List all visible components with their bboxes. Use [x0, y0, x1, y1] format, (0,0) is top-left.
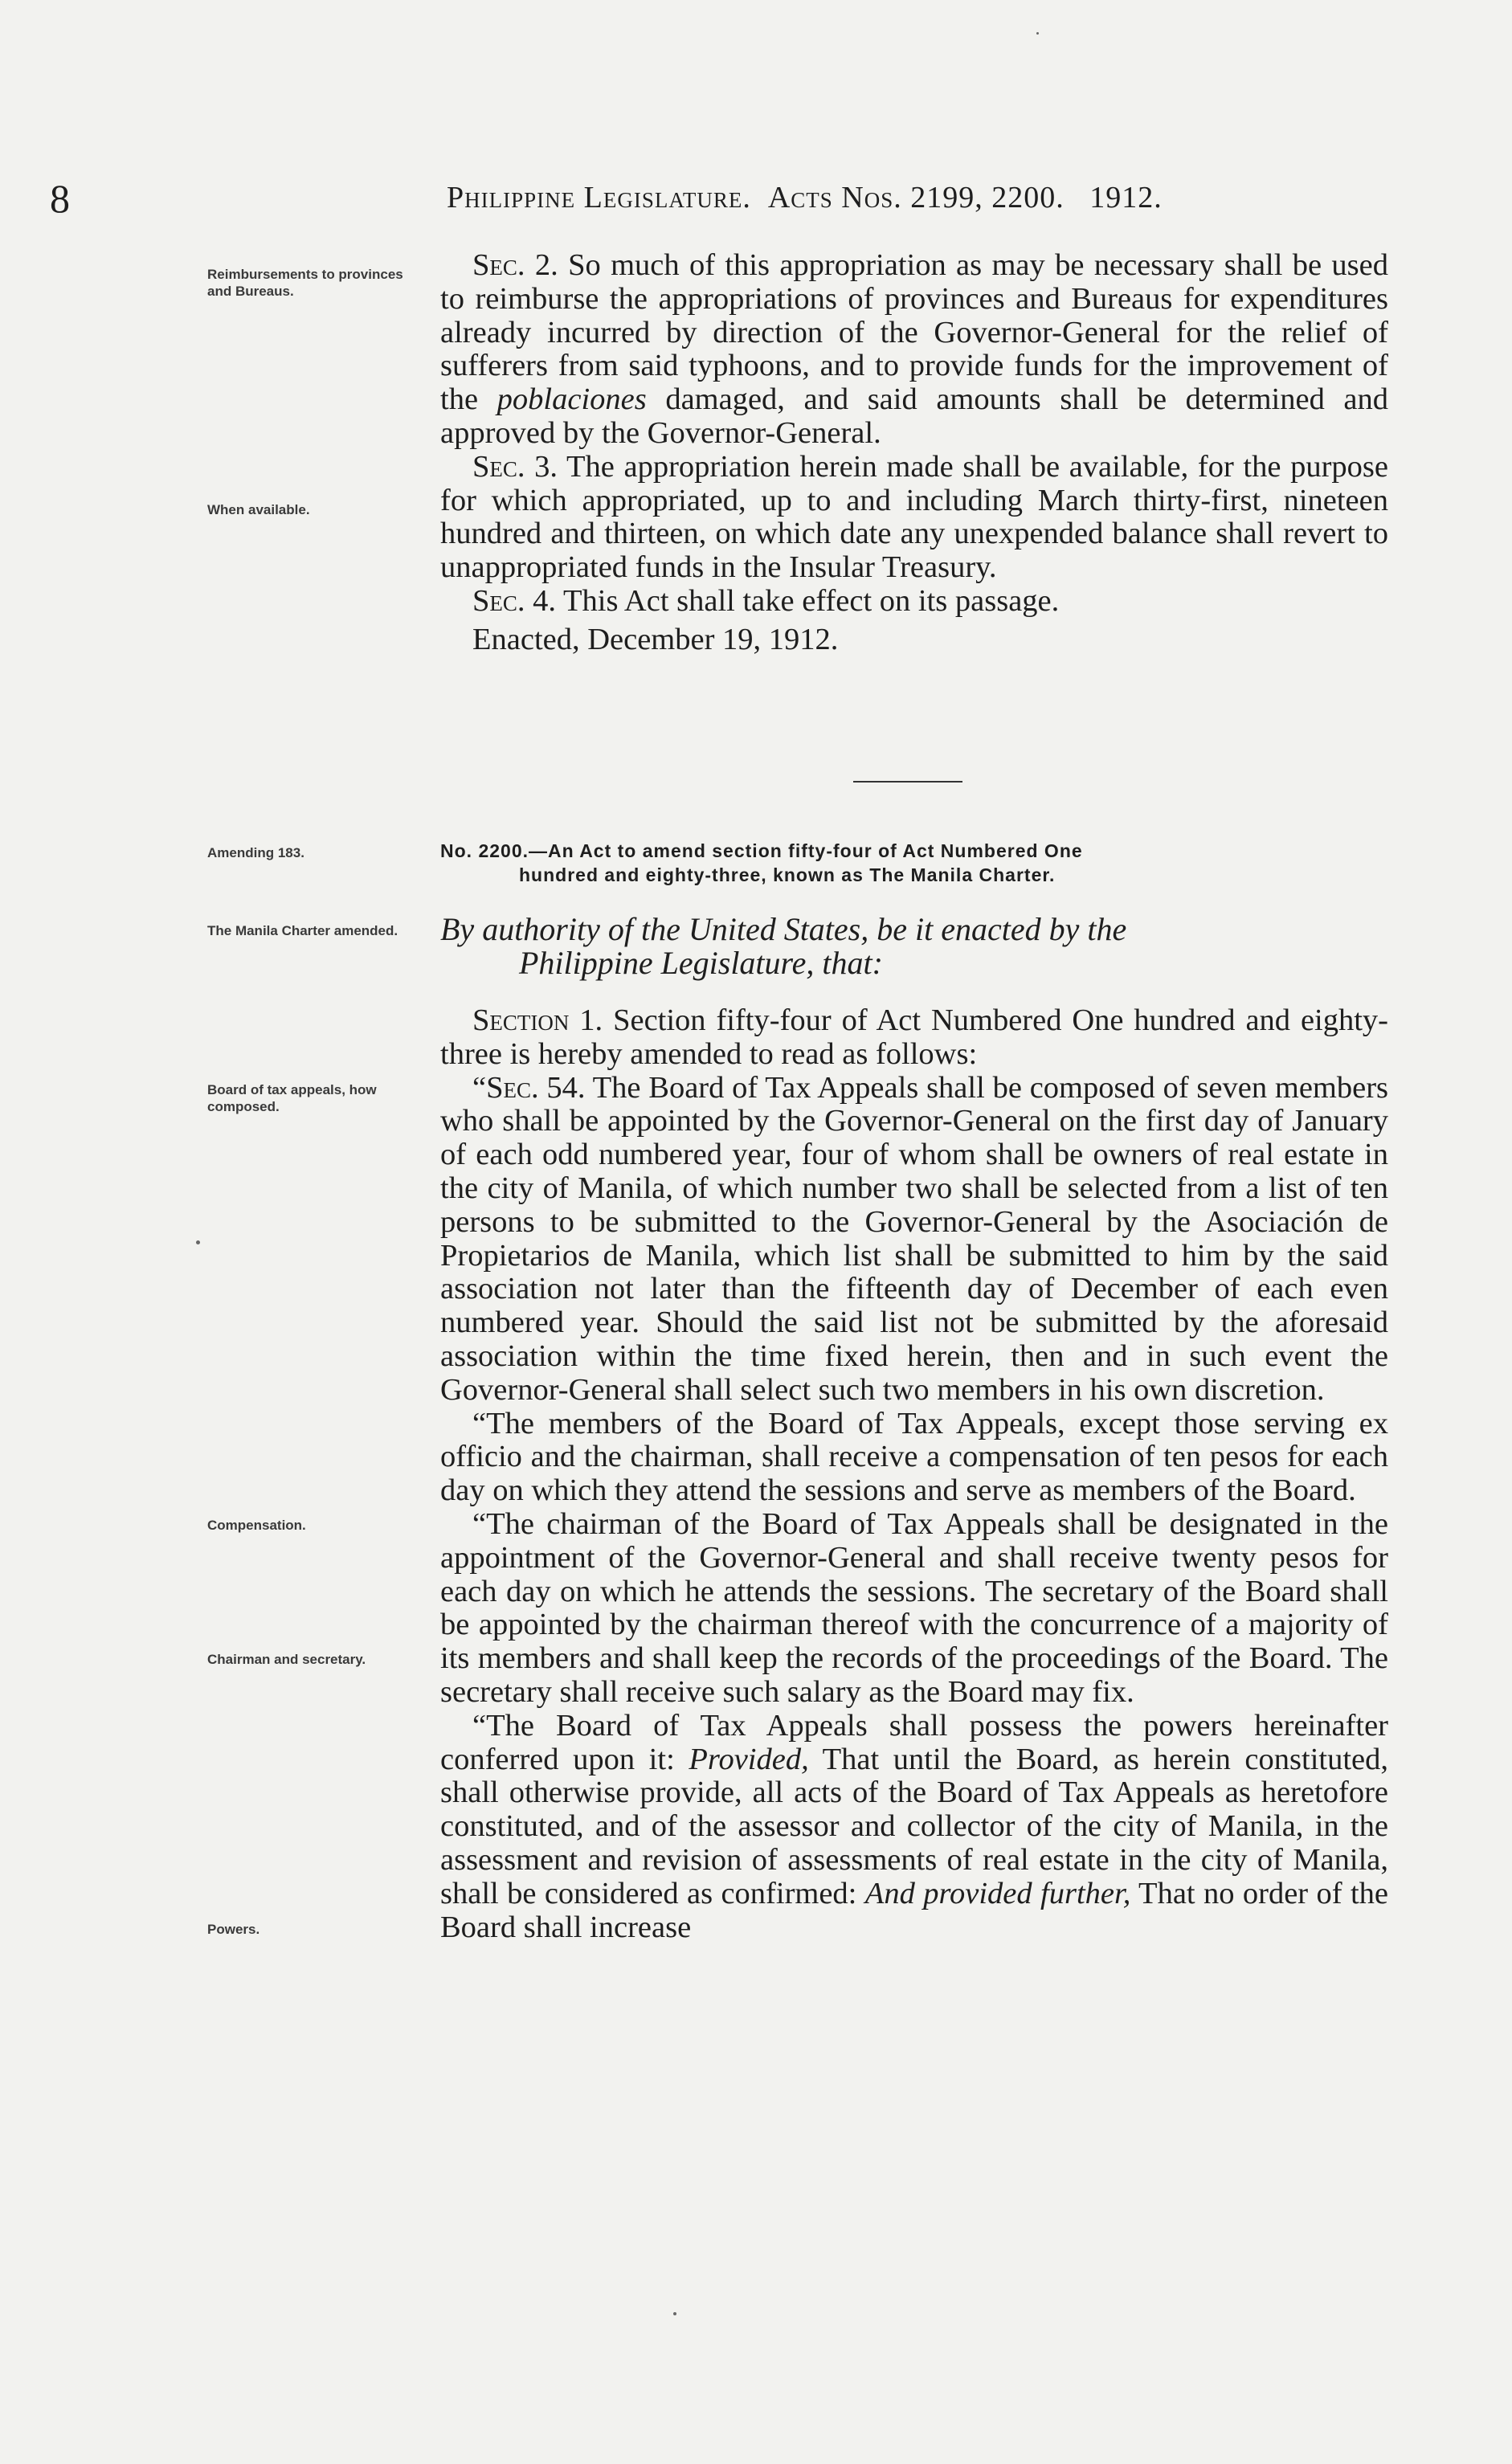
sec-2-text-a: So much of this appropriation as may be necessary shall be used to reimburse the appropriations of provinces and Bureaus for expenditures already incurred by direction of the Governor-General for the relief of sufferers from said typhoons, and to provide funds for the improvement of the — [440, 248, 1388, 417]
powers-text-c: That no order of the Board shall increase — [440, 1876, 1389, 1944]
powers-text-a: “The Board of Tax Appeals shall possess the powers hereinafter conferred upon it: — [440, 1708, 1388, 1776]
running-head-legislature: Philippine Legislature. — [447, 181, 751, 215]
section-1-label: Section 1. — [472, 1003, 603, 1037]
act-title-line1: —An Act to amend section fifty-four of Act Numbered One — [529, 840, 1083, 861]
enacted-date: Enacted, December 19, 1912. — [472, 622, 839, 656]
sec-4-text: This Act shall take effect on its passage. — [562, 583, 1060, 618]
running-head — [447, 180, 1163, 215]
scan-speck — [673, 2312, 676, 2315]
act-2200-title-line1 — [440, 839, 1388, 863]
act-2199-section-3 — [440, 451, 1388, 585]
compensation-paragraph: “The members of the Board of Tax Appeals, except those serving ex officio and the chairman, shall receive a compensation of ten pesos for each day on which they attend the sessions and serve as members of the Board. — [440, 1406, 1388, 1508]
act-number: No. 2200. — [440, 840, 529, 861]
powers-text-b: That until the Board, as herein constituted, shall otherwise provide, all acts of the Board of Tax Appeals as heretofore constituted, and of the assessor and collector of the city of Manila, in the assessment and revision of assessments of real estate in the city of Manila, shall be considered as confirmed: — [440, 1742, 1388, 1910]
enacting-line1: By authority of the United States, be it enacted by the — [440, 911, 1127, 947]
sec-3-text: The appropriation herein made shall be available, for the purpose for which appropriated, up to and including March thirty-first, nineteen hundred and thirteen, on which date any unexpended balance shall revert to unappropriated funds in the Insular Treasury. — [440, 449, 1388, 585]
chairman-paragraph: “The chairman of the Board of Tax Appeals shall be designated in the appointment of the Governor-General and shall receive twenty pesos for each day on which he attends the sessions. The secretary of the Board shall be appointed by the chairman thereof with the concurrence of a majority of its members and shall keep the records of the proceedings of the Board. The secretary shall receive such salary as the Board may fix. — [440, 1506, 1388, 1709]
running-head-acts: Acts Nos. 2199, 2200. — [767, 181, 1065, 215]
sec-2-italic: poblaciones — [497, 382, 647, 417]
powers-provided: Provided, — [689, 1742, 809, 1776]
margin-note-powers: Powers. — [207, 1922, 260, 1937]
section-divider — [853, 781, 962, 783]
act-2199-section-2 — [440, 249, 1388, 451]
act-title-line2: hundred and eighty-three, known as The Manila Charter. — [519, 864, 1056, 885]
act-2200-section-1 — [440, 1004, 1388, 1072]
act-2200-body — [440, 1004, 1388, 1944]
margin-note-chairman: Chairman and secretary. — [207, 1652, 366, 1667]
sec-54-paragraph — [440, 1072, 1388, 1408]
sec-2-text-b: damaged, and said amounts shall be determined and approved by the Governor-General. — [440, 382, 1389, 450]
section-1-text: Section fifty-four of Act Numbered One hundred and eighty-three is hereby amended to read as follows: — [440, 1003, 1388, 1071]
margin-note-compensation: Compensation. — [207, 1518, 306, 1533]
act-2199-body — [440, 249, 1388, 657]
margin-note-when-available: When available. — [207, 502, 310, 517]
scan-speck — [1036, 32, 1039, 35]
margin-note-reimbursements: Reimbursements to provinces and Bureaus. — [207, 267, 403, 299]
powers-paragraph — [440, 1710, 1388, 1945]
sec-54-label: “Sec. 54. — [472, 1070, 586, 1105]
act-2199-section-4 — [440, 585, 1388, 619]
enacting-clause — [440, 913, 1388, 980]
act-2200-title — [440, 839, 1388, 887]
sec-3-label: Sec. 3. — [472, 449, 558, 484]
sec-54-text: The Board of Tax Appeals shall be composed of seven members who shall be appointed by the Governor-General on the first day of January of each odd numbered year, four of whom shall be owners of real estate in the city of Manila, of which number two shall be selected from a list of ten persons to be submitted to the Governor-General by the Asociación de Propietarios de Manila, which list shall be submitted to him by the said association not later than the fifteenth day of December of each even numbered year. Should the said list not be submitted by the aforesaid association within the time fixed herein, then and in such event the Governor-General shall select such two members in his own discretion. — [440, 1070, 1388, 1407]
page-number: 8 — [50, 176, 70, 221]
powers-and-provided: And provided further, — [864, 1876, 1131, 1910]
enacting-line2: Philippine Legislature, that: — [519, 945, 883, 981]
sec-4-label: Sec. 4. — [472, 583, 557, 618]
margin-note-charter-amended: The Manila Charter amended. — [207, 923, 398, 938]
margin-note-board-composed: Board of tax appeals, how composed. — [207, 1082, 377, 1114]
scan-speck — [196, 1240, 200, 1244]
margin-note-amending: Amending 183. — [207, 845, 304, 860]
running-head-year: 1912. — [1089, 181, 1163, 215]
sec-2-label: Sec. 2. — [472, 248, 558, 282]
